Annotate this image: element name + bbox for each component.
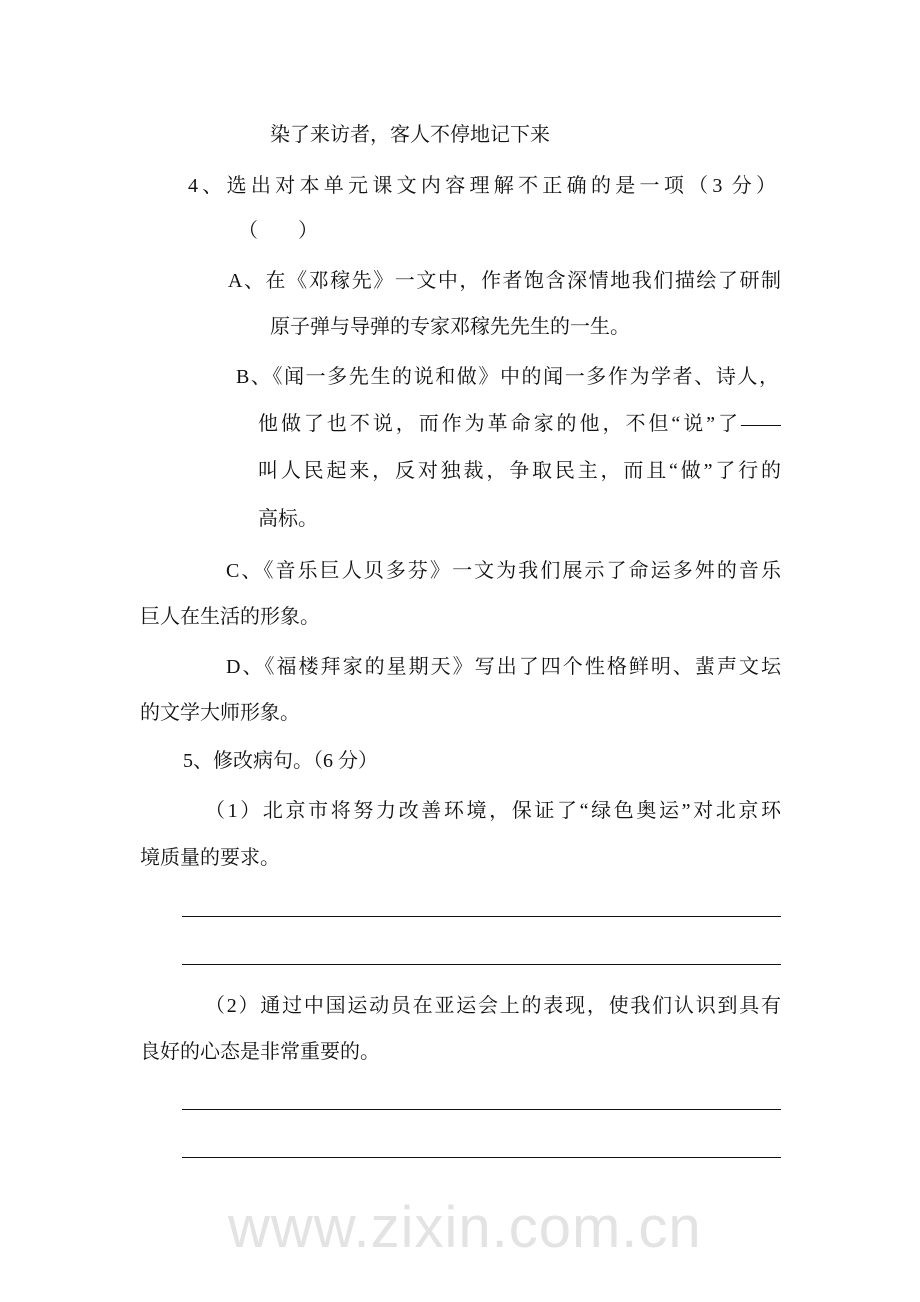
previous-item-end: 染了来访者，客人不停地记下来: [270, 124, 550, 146]
question-5-1-line-2: 境质量的要求。: [140, 847, 280, 869]
answer-line: [182, 1109, 781, 1110]
question-4: 4、选出对本单元课文内容理解不正确的是一项（3 分）: [188, 175, 776, 197]
answer-line: [182, 1157, 781, 1158]
answer-line: [182, 916, 781, 917]
answer-line: [182, 964, 781, 965]
option-a-line-2: 原子弹与导弹的专家邓稼先先生的一生。: [270, 316, 630, 338]
answer-blank-q4: （ ）: [238, 220, 318, 242]
option-b-line-1: B、《闻一多先生的说和做》中的闻一多作为学者、诗人，: [236, 366, 779, 388]
option-d-line-2: 的文学大师形象。: [140, 702, 300, 724]
option-c-line-2: 巨人在生活的形象。: [140, 606, 320, 628]
option-c-line-1: C、《音乐巨人贝多芬》一文为我们展示了命运多舛的音乐: [226, 560, 781, 582]
option-d-line-1: D、《福楼拜家的星期天》写出了四个性格鲜明、蜚声文坛: [226, 656, 781, 678]
question-5-1-line-1: （1）北京市将努力改善环境，保证了“绿色奥运”对北京环: [205, 800, 781, 822]
option-b-line-2: 他做了也不说，而作为革命家的他，不但“说”了——: [258, 413, 781, 435]
option-b-line-3: 叫人民起来，反对独裁，争取民主，而且“做”了行的: [258, 460, 781, 482]
question-5-2-line-1: （2）通过中国运动员在亚运会上的表现，使我们认识到具有: [205, 995, 781, 1017]
watermark: www.zixin.com.cn: [228, 1195, 702, 1260]
option-b-line-4: 高标。: [258, 508, 318, 530]
option-a-line-1: A、在《邓稼先》一文中，作者饱含深情地我们描绘了研制: [228, 270, 781, 292]
question-5: 5、修改病句。（6 分）: [183, 750, 378, 772]
question-5-2-line-2: 良好的心态是非常重要的。: [140, 1041, 380, 1063]
